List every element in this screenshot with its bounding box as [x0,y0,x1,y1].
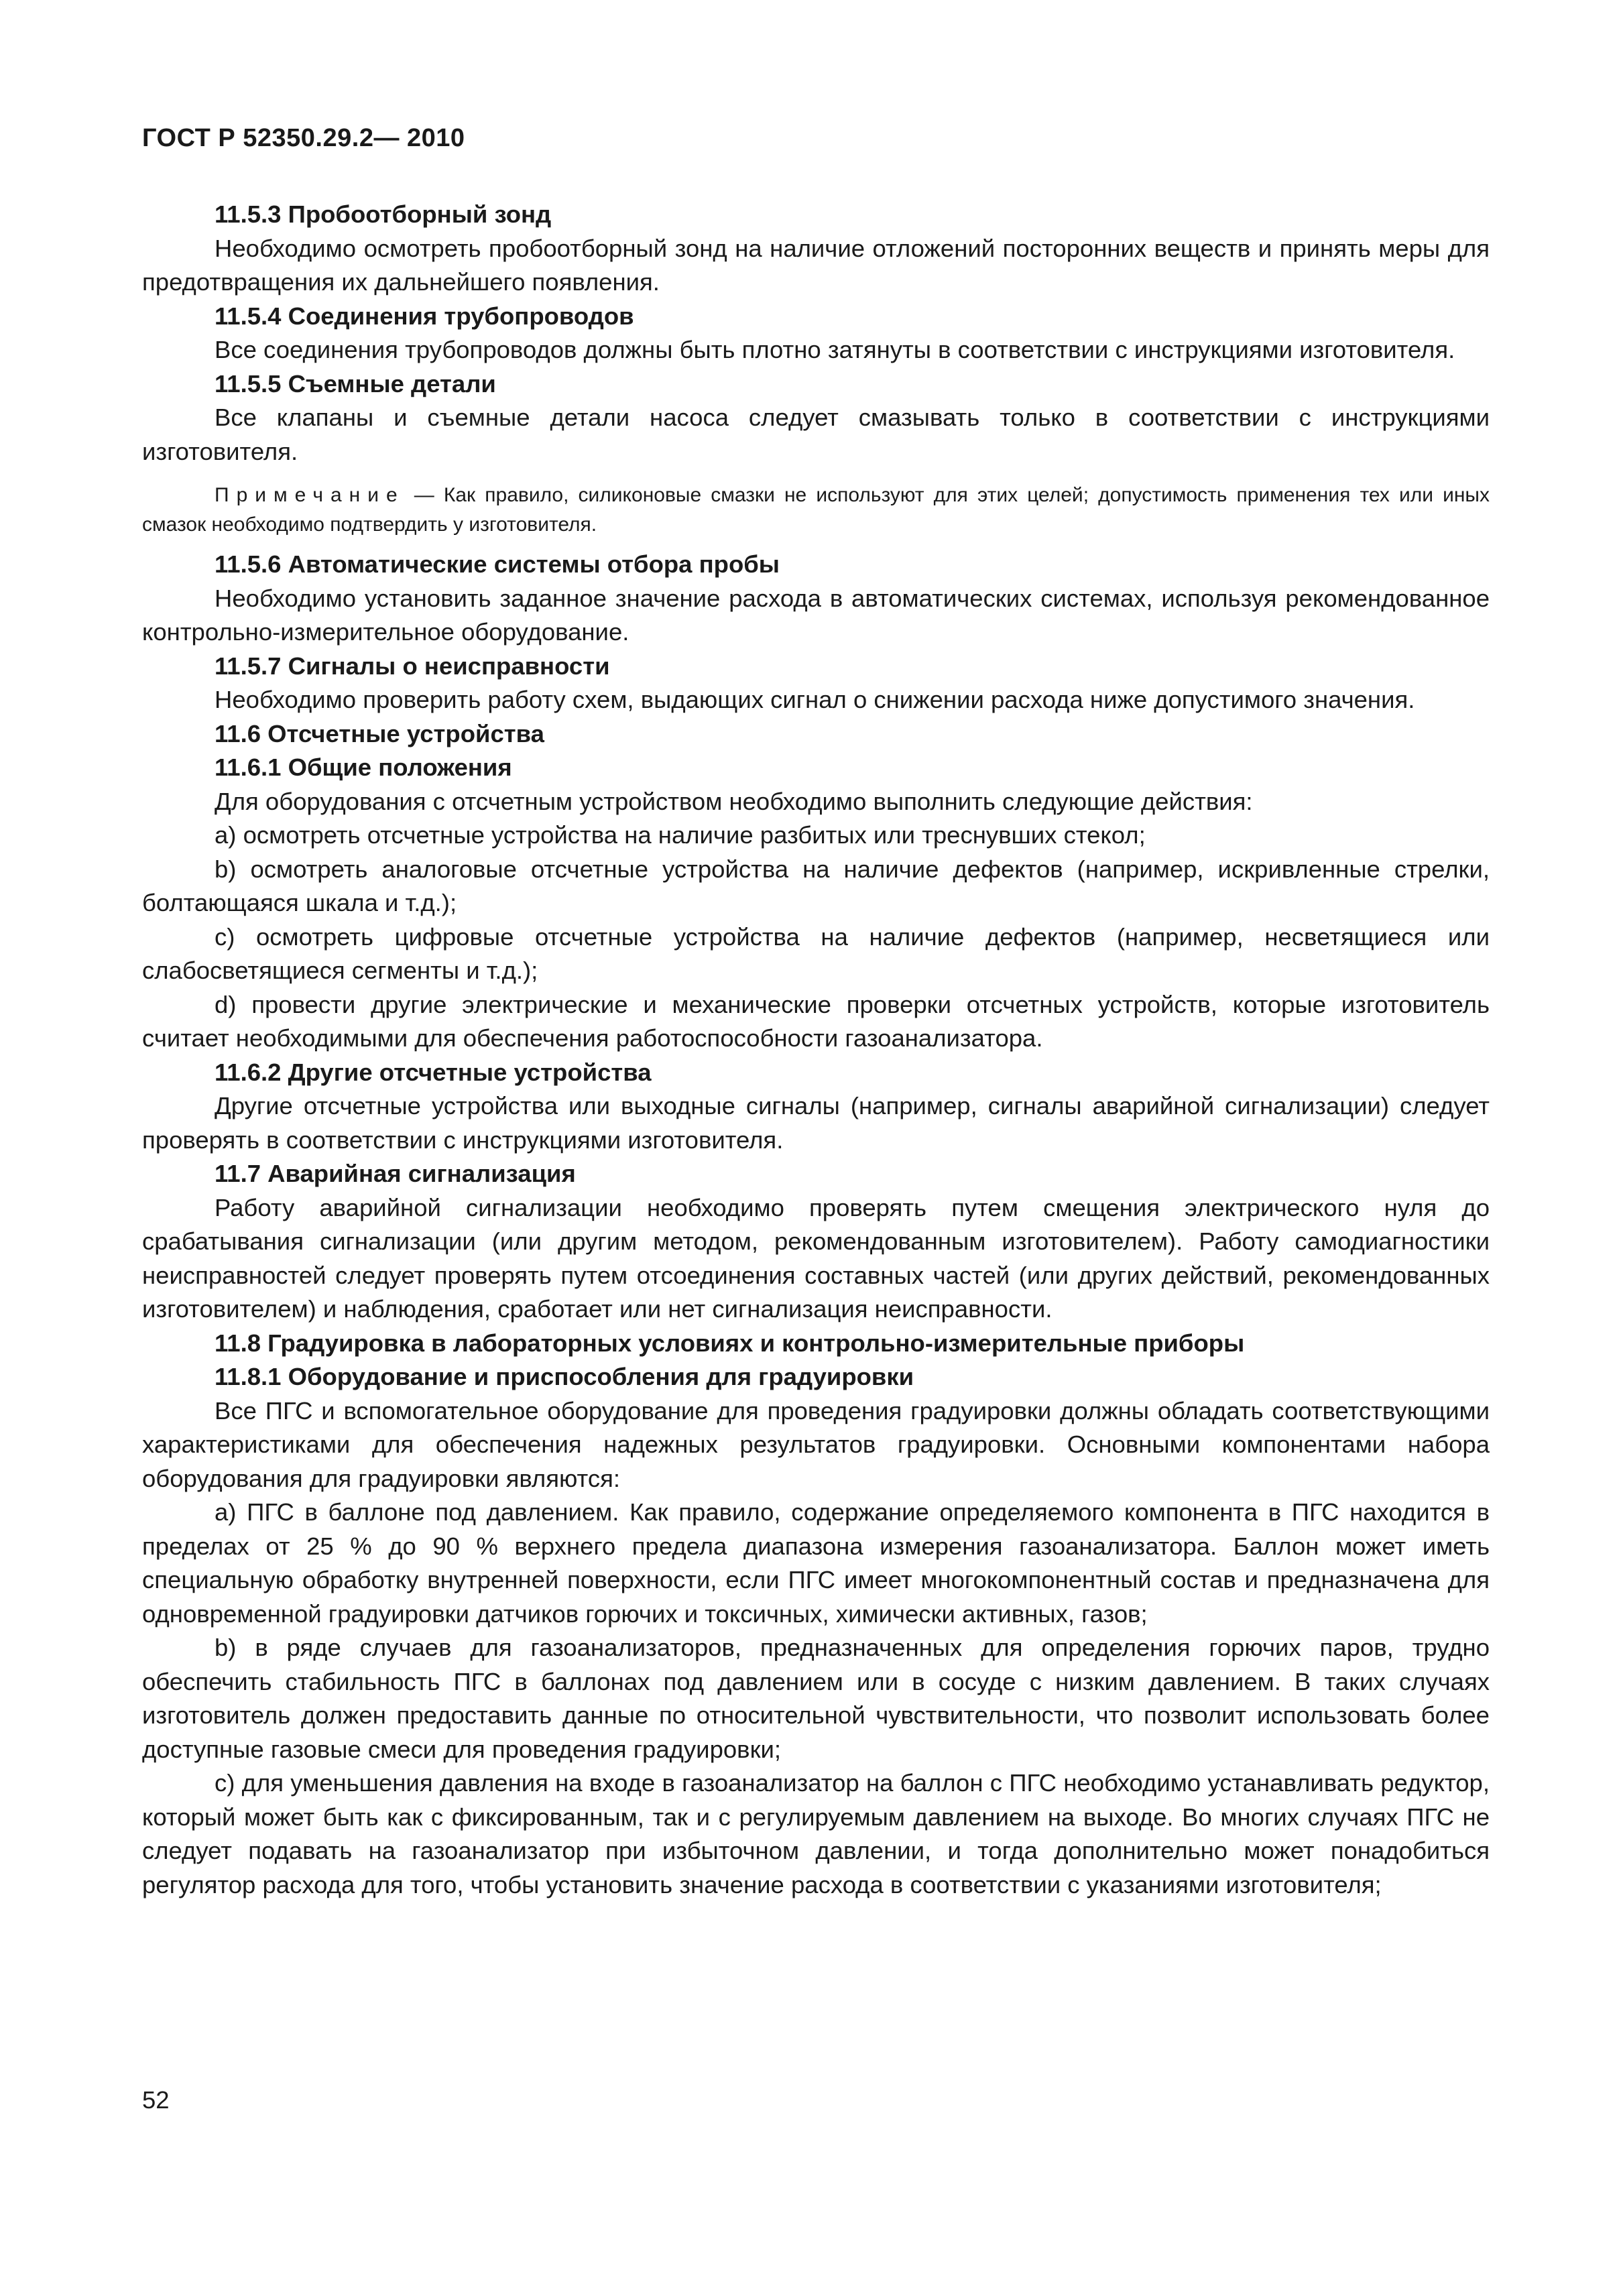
section-heading-11-6: 11.6 Отсчетные устройства [215,719,544,747]
list-item: d) провести другие электрические и механические проверки отсчетных устройств, которые изготовитель считает необходимыми для обеспечения работоспособности газоанализатора. [142,990,1490,1052]
list-item: c) осмотреть цифровые отсчетные устройства на наличие дефектов (например, несветящиеся или слабосветящиеся сегменты и т.д.); [142,922,1490,984]
section-heading-11-6-2: 11.6.2 Другие отсчетные устройства [215,1058,652,1086]
paragraph: Для оборудования с отсчетным устройством необходимо выполнить следующие действия: [215,787,1253,815]
paragraph: Все клапаны и съемные детали насоса следует смазывать только в соответствии с инструкциями изготовителя. [142,404,1490,465]
paragraph: Необходимо проверить работу схем, выдающих сигнал о снижении расхода ниже допустимого значения. [215,686,1415,713]
note [142,481,1490,540]
section-heading-11-6-1: 11.6.1 Общие положения [215,753,512,781]
section-heading-11-8: 11.8 Градуировка в лабораторных условиях и контрольно-измерительные приборы [215,1329,1245,1357]
list-item: a) ПГС в баллоне под давлением. Как правило, содержание определяемого компонента в ПГС находится в пределах от 25 % до 90 % верхнего предела диапазона измерения газоанализатора. Баллон может иметь специальную обработку внутренней поверхности, если ПГС имеет многокомпонентный состав и предназначена для одновременной градуировки датчиков горючих и токсичных, химически активных, газов; [142,1498,1490,1628]
note-text: — Как правило, силиконовые смазки не используют для этих целей; допустимость применения тех или иных смазок необходимо подтвердить у изготовителя. [142,484,1490,536]
paragraph: Все ПГС и вспомогательное оборудование для проведения градуировки должны обладать соответствующими характеристиками для обеспечения надежных результатов градуировки. Основными компонентами набора оборудования для градуировки являются: [142,1396,1490,1492]
section-heading-11-5-4: 11.5.4 Соединения трубопроводов [215,302,634,330]
section-heading-11-8-1: 11.8.1 Оборудование и приспособления для градуировки [215,1363,914,1390]
paragraph: Все соединения трубопроводов должны быть плотно затянуты в соответствии с инструкциями изготовителя. [215,336,1455,363]
section-heading-11-5-7: 11.5.7 Сигналы о неисправности [215,652,610,680]
section-heading-11-7: 11.7 Аварийная сигнализация [215,1160,576,1187]
section-heading-11-5-6: 11.5.6 Автоматические системы отбора пробы [215,550,780,578]
document-body [142,198,1490,1902]
paragraph: Необходимо установить заданное значение расхода в автоматических системах, используя рекомендованное контрольно-измерительное оборудование. [142,584,1490,646]
page-number: 52 [142,2086,170,2114]
paragraph: Необходимо осмотреть пробоотборный зонд на наличие отложений посторонних веществ и принять меры для предотвращения их дальнейшего появления. [142,234,1490,296]
note-label: Примечание [215,484,405,506]
section-heading-11-5-5: 11.5.5 Съемные детали [215,369,496,398]
list-item: c) для уменьшения давления на входе в газоанализатор на баллон с ПГС необходимо устанавливать редуктор, который может быть как с фиксированным, так и с регулируемым давлением на выходе. Во многих случаях ПГС не следует подавать на газоанализатор при избыточном давлении, и тогда дополнительно может понадобиться регулятор расхода для того, чтобы установить значение расхода в соответствии с указаниями изготовителя; [142,1769,1490,1898]
list-item: a) осмотреть отсчетные устройства на наличие разбитых или треснувших стекол; [215,821,1146,849]
document-header: ГОСТ Р 52350.29.2— 2010 [142,124,465,152]
paragraph: Другие отсчетные устройства или выходные сигналы (например, сигналы аварийной сигнализации) следует проверять в соответствии с инструкциями изготовителя. [142,1092,1490,1154]
section-heading-11-5-3: 11.5.3 Пробоотборный зонд [215,200,552,228]
list-item: b) в ряде случаев для газоанализаторов, предназначенных для определения горючих паров, трудно обеспечить стабильность ПГС в баллонах под давлением или в сосуде с низким давлением. В таких случаях изготовитель должен предоставить данные по относительной чувствительности, что позволит использовать более доступные газовые смеси для проведения градуировки; [142,1634,1490,1763]
list-item: b) осмотреть аналоговые отсчетные устройства на наличие дефектов (например, искривленные стрелки, болтающаяся шкала и т.д.); [142,855,1490,916]
paragraph: Работу аварийной сигнализации необходимо проверять путем смещения электрического нуля до срабатывания сигнализации (или другим методом, рекомендованным изготовителем). Работу самодиагностики неисправностей следует проверять путем отсоединения составных частей (или других действий, рекомендованных изготовителем) и наблюдения, сработает или нет сигнализация неисправности. [142,1193,1490,1323]
